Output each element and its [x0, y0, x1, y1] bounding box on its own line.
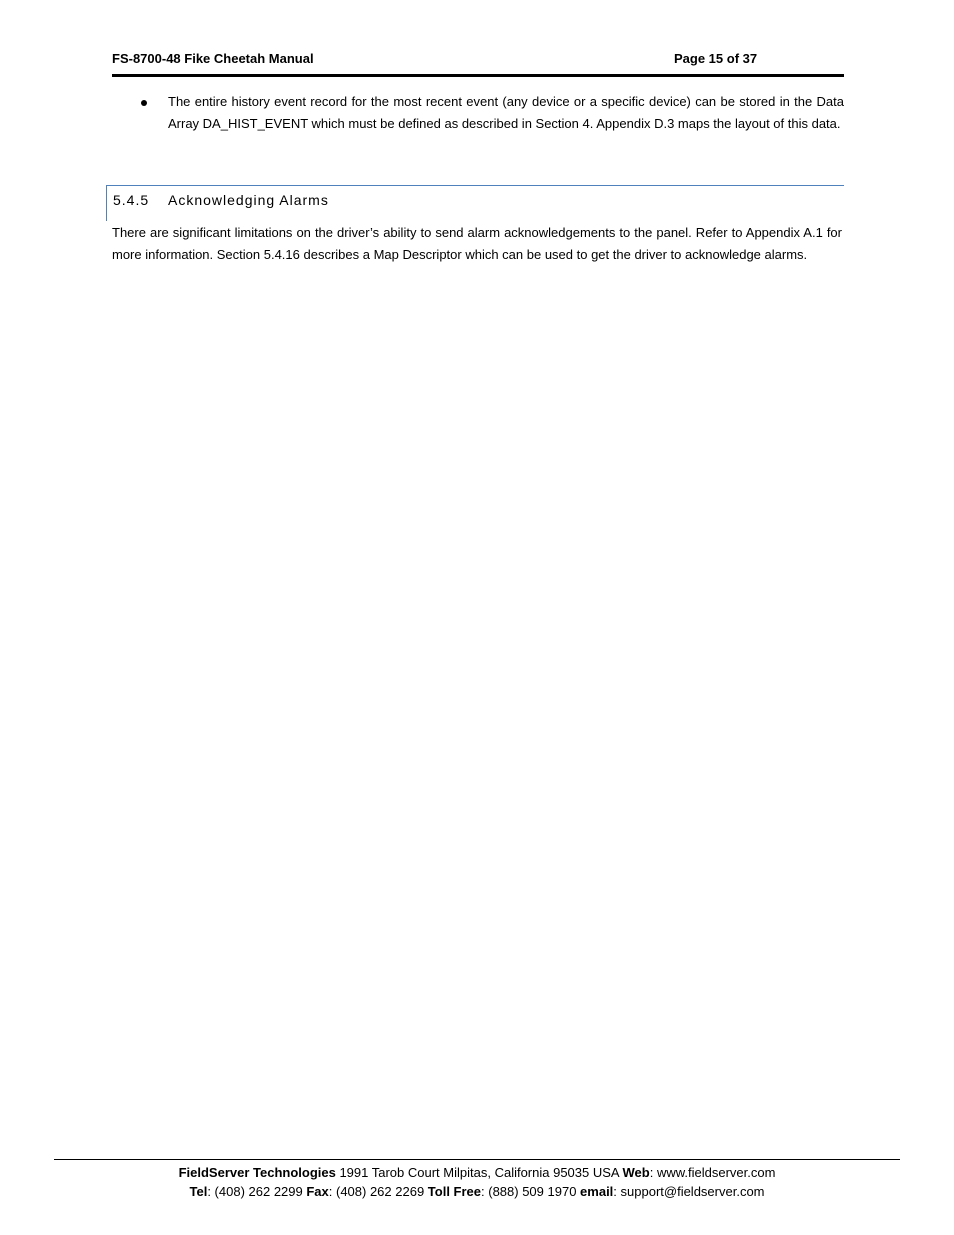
- footer-line-1: [54, 1163, 900, 1182]
- footer-address: 1991 Tarob Court Milpitas, California 95035 USA: [335, 1165, 623, 1180]
- footer-company: FieldServer Technologies: [178, 1165, 336, 1180]
- footer-web-value: : www.fieldserver.com: [649, 1165, 776, 1180]
- section-paragraph: There are significant limitations on the driver’s ability to send alarm acknowledgements to the panel. Refer to Appendix A.1 for more information. Section 5.4.16 describes a Map Descriptor which can be used to get the driver to acknowledge alarms.: [112, 225, 842, 262]
- section-heading: [106, 185, 844, 221]
- footer-email-label: email: [580, 1184, 614, 1199]
- footer-tollfree-value: : (888) 509 1970: [481, 1184, 581, 1199]
- footer-email-value: : support@fieldserver.com: [613, 1184, 765, 1199]
- section-title: Acknowledging Alarms: [168, 192, 329, 208]
- footer-tollfree-label: Toll Free: [427, 1184, 482, 1199]
- footer-tel-value: : (408) 262 2299: [207, 1184, 307, 1199]
- document-title: FS-8700-48 Fike Cheetah Manual: [112, 51, 314, 66]
- footer-fax-label: Fax: [306, 1184, 329, 1199]
- page-number: Page 15 of 37: [674, 51, 758, 66]
- bullet-list-item: [112, 91, 844, 135]
- footer-fax-value: : (408) 262 2269: [328, 1184, 428, 1199]
- footer-line-2: [54, 1182, 900, 1201]
- page-footer: [54, 1159, 900, 1201]
- footer-web-label: Web: [622, 1165, 650, 1180]
- bullet-text: The entire history event record for the most recent event (any device or a specific device) can be stored in the Data Array DA_HIST_EVENT which must be defined as described in Section 4. Appendix D.3 maps the layout of this data.: [168, 94, 844, 131]
- page-header: [112, 50, 844, 77]
- footer-tel-label: Tel: [189, 1184, 208, 1199]
- bullet-icon: [141, 100, 147, 106]
- section-number: 5.4.5: [113, 192, 150, 208]
